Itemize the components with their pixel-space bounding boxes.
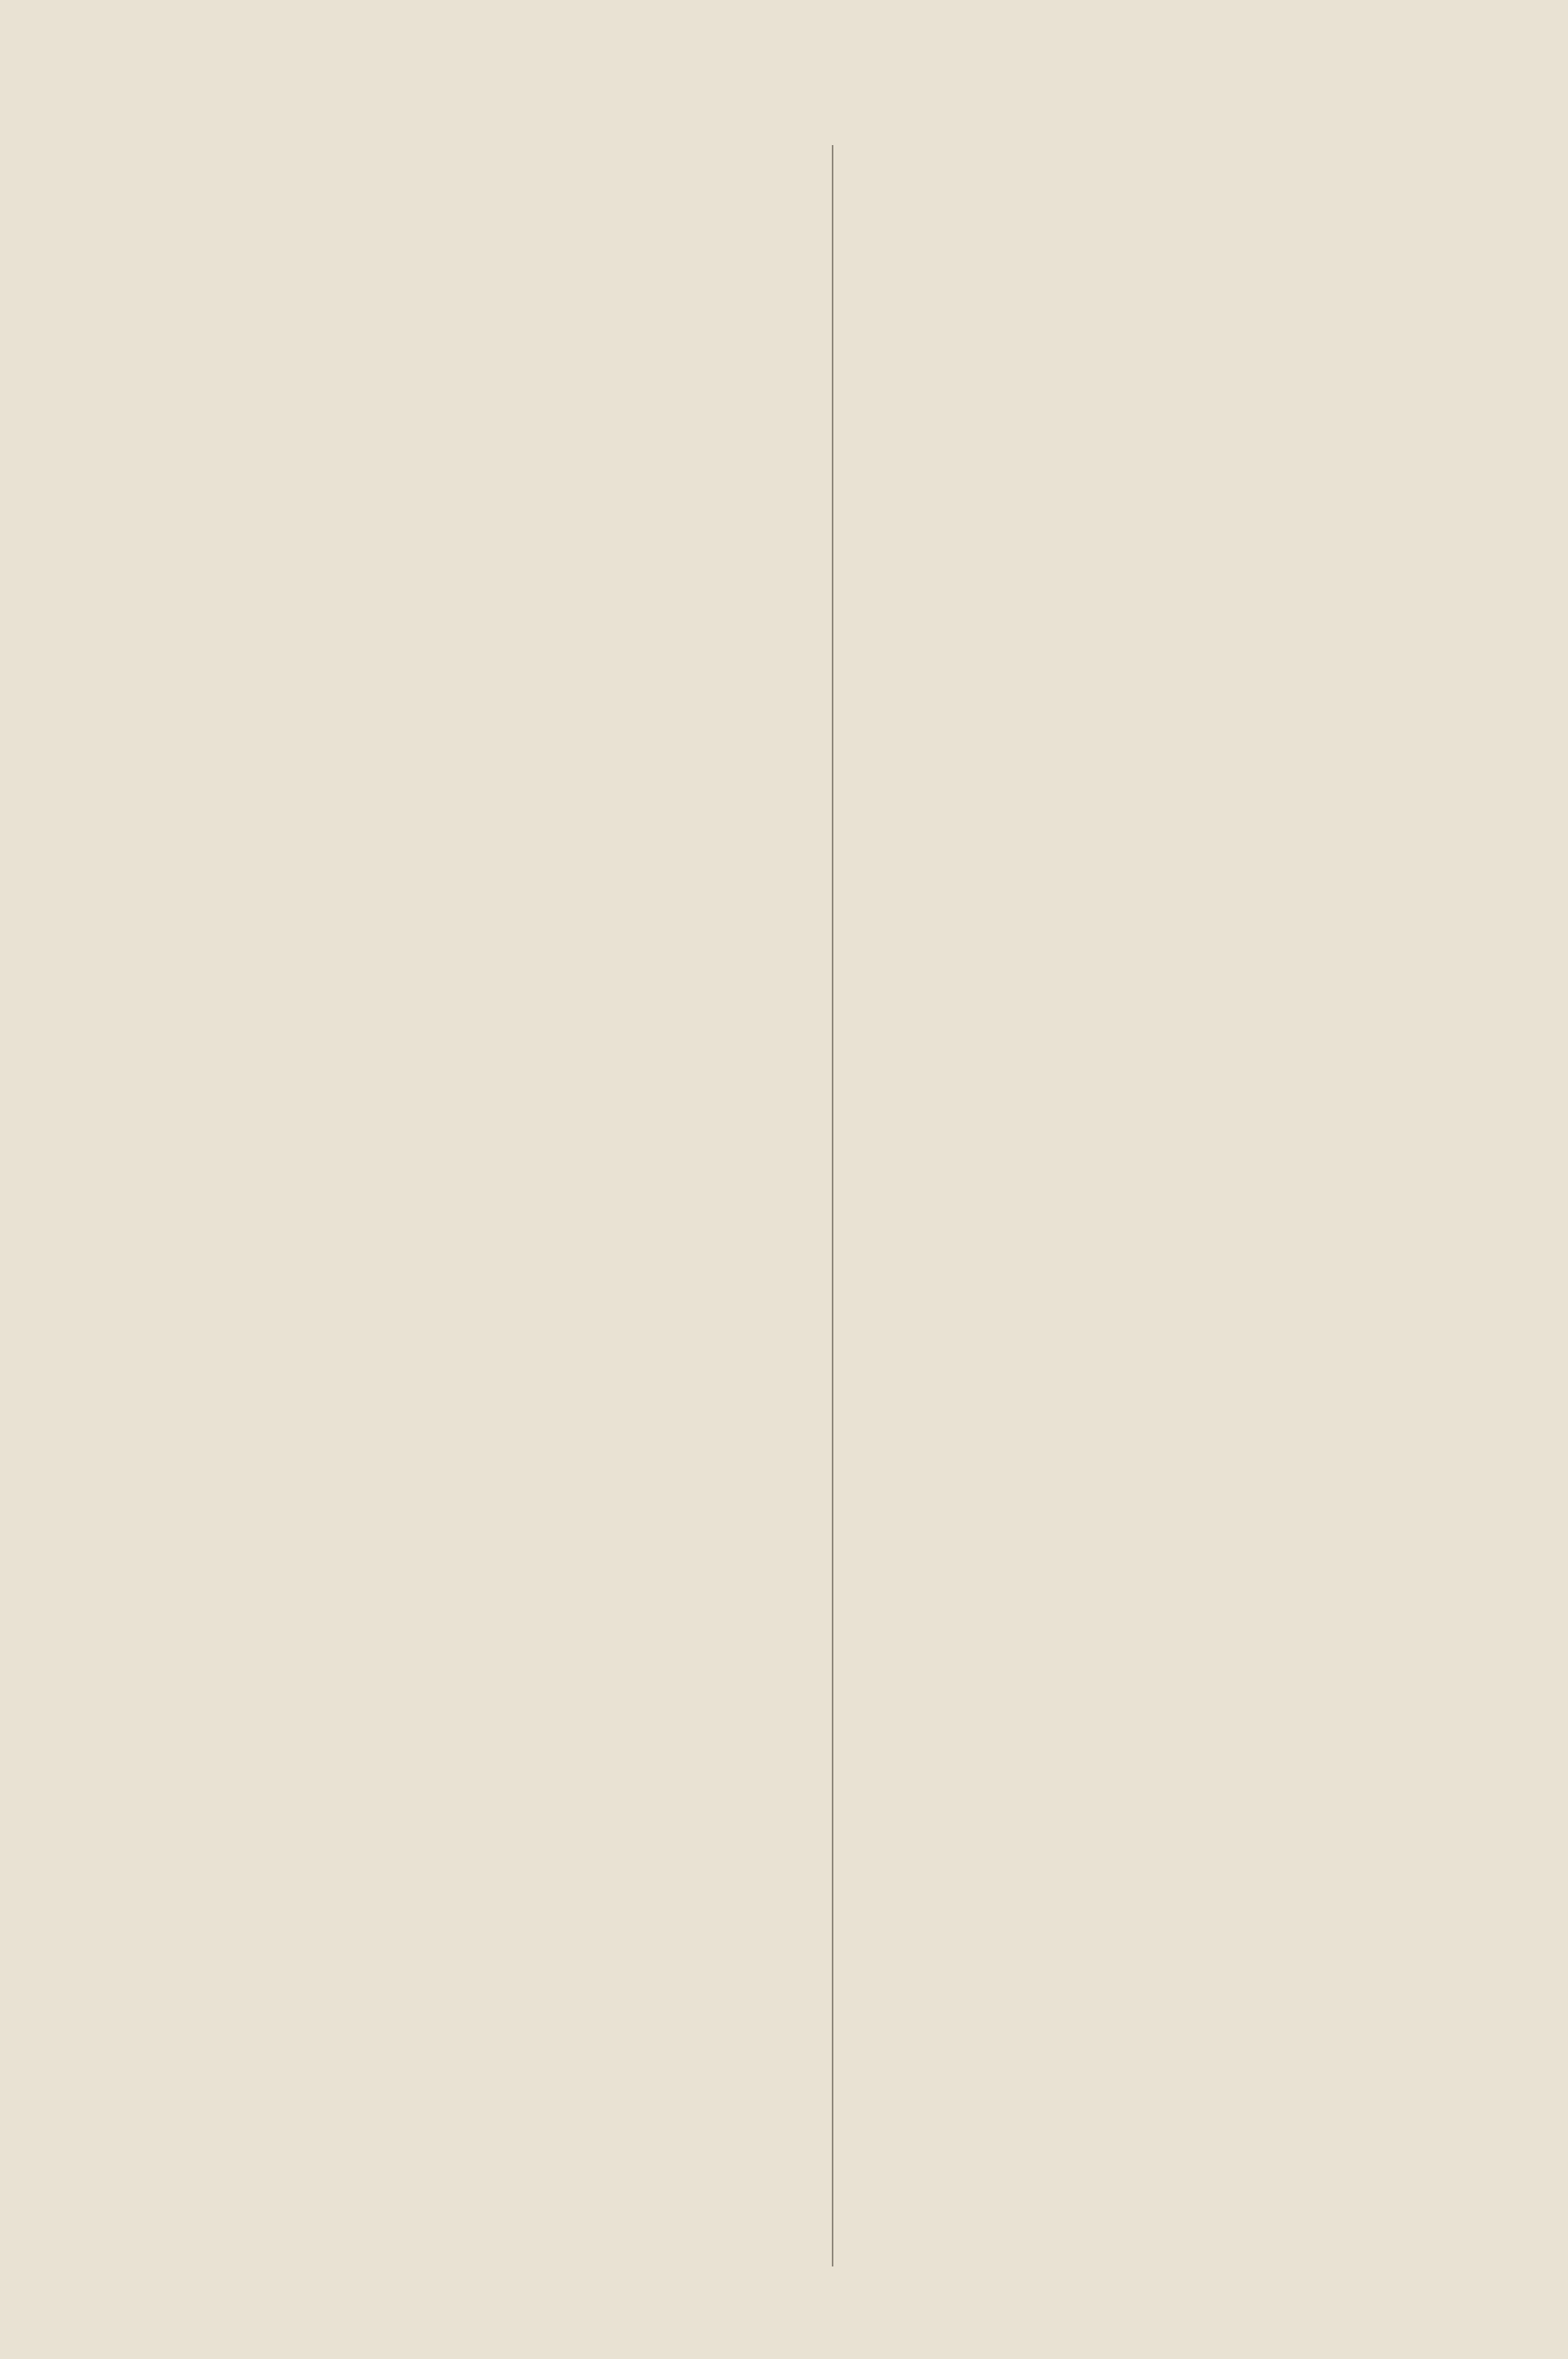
left-column <box>185 143 812 213</box>
running-header <box>180 88 1482 135</box>
column-divider <box>832 145 833 2266</box>
chapter-title <box>185 163 812 205</box>
